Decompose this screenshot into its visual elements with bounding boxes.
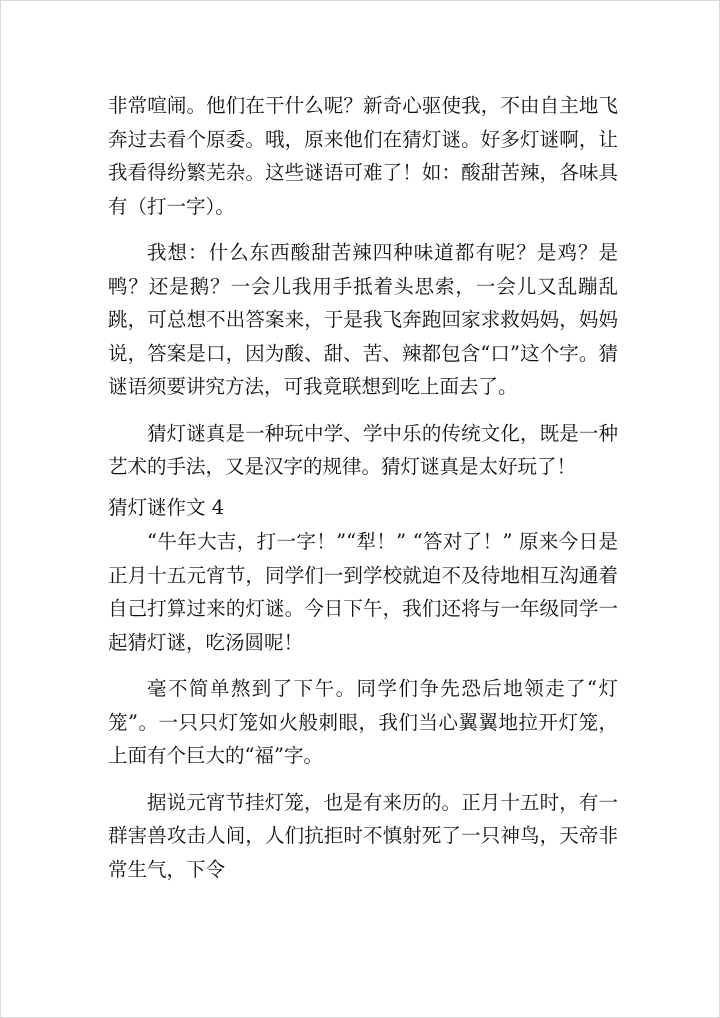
paragraph-5: 毫不简单熬到了下午。同学们争先恐后地领走了“灯笼”。一只只灯笼如火般刺眼，我们当心翼翼地拉开灯笼，上面有个巨大的“福”字。 <box>108 677 618 767</box>
paragraph-6: 据说元宵节挂灯笼，也是有来历的。正月十五时，有一群害兽攻击人间，人们抗拒时不慎射死了一只神鸟，天帝非常生气，下令 <box>108 790 618 881</box>
paragraph-3: 猜灯谜真是一种玩中学、学中乐的传统文化，既是一种艺术的手法，又是汉字的规律。猜灯谜真是太好玩了！ <box>108 421 618 478</box>
section-heading: 猜灯谜作文 4 <box>108 495 225 519</box>
paragraph-4: “牛年大吉，打一字！”“犁！” “答对了！” 原来今日是正月十五元宵节，同学们一到学校就迫不及待地相互沟通着自己打算过来的灯谜。今日下午，我们还将与一年级同学一起猜灯谜，吃汤圆呢！ <box>108 530 618 654</box>
document-body <box>108 89 618 899</box>
paragraph-2: 我想：什么东西酸甜苦辣四种味道都有呢？是鸡？是鸭？还是鹅？一会儿我用手抵着头思索，一会儿又乱蹦乱跳，可总想不出答案来，于是我飞奔跑回家求救妈妈，妈妈说，答案是口，因为酸、甜、苦、辣都包含“口”这个字。猜谜语须要讲究方法，可我竟联想到吃上面去了。 <box>108 241 618 398</box>
paragraph-1: 非常喧闹。他们在干什么呢？新奇心驱使我，不由自主地飞奔过去看个原委。哦，原来他们在猜灯谜。好多灯谜啊，让我看得纷繁芜杂。这些谜语可难了！如：酸甜苦辣，各味具有（打一字）。 <box>108 94 618 218</box>
